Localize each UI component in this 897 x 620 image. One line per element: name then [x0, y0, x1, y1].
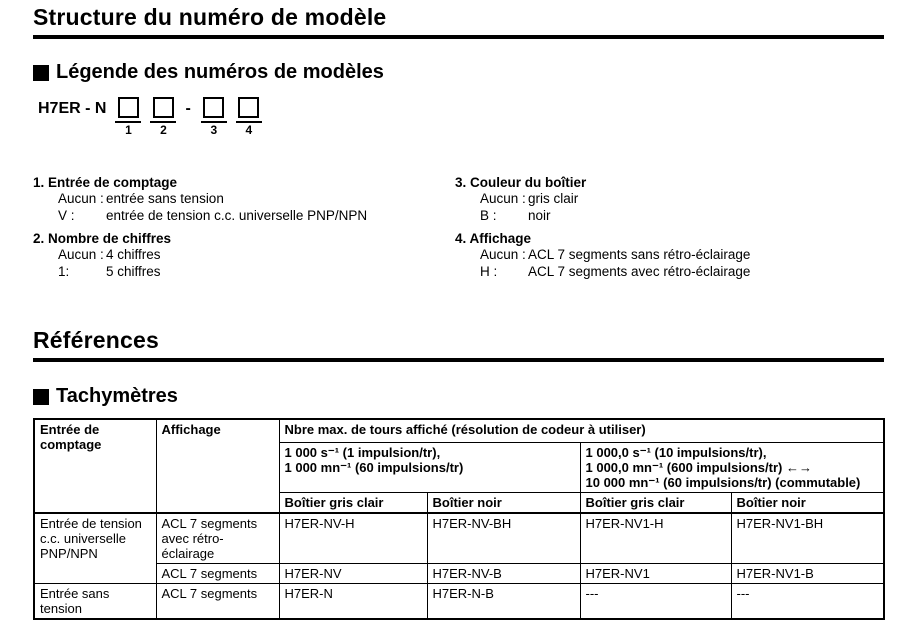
legend-entry-key: B : — [480, 207, 497, 223]
tachymeters-table — [33, 418, 885, 620]
section-heading-legende — [33, 61, 884, 84]
cell-model: H7ER-NV — [279, 564, 427, 584]
legend-item-label: Couleur du boîtier — [470, 175, 587, 190]
digit-box-icon — [203, 97, 224, 118]
speed-line: 1 000,0 mn⁻¹ (600 impulsions/tr) ←→ — [585, 459, 812, 475]
cell-model: H7ER-NV-H — [279, 513, 427, 564]
legend-item-title — [455, 174, 884, 191]
header-nbre-max-tours: Nbre max. de tours affiché (résolution de codeur à utiliser) — [279, 419, 884, 442]
square-bullet-icon — [33, 389, 49, 405]
model-number-diagram — [38, 97, 884, 147]
legend-entry-key: Aucun : — [58, 191, 104, 206]
legend-entry — [58, 208, 455, 225]
header-entree-de-comptage: Entrée de comptage — [34, 419, 156, 513]
legend-column-left — [33, 174, 455, 286]
cell-model: H7ER-NV1-BH — [731, 513, 884, 564]
digit-box-number: 2 — [160, 123, 167, 137]
legend-item-number: 2. — [33, 231, 45, 246]
legend-entry-value: 4 chiffres — [106, 247, 161, 262]
digit-box-icon — [238, 97, 259, 118]
legend-item-number: 4. — [455, 231, 467, 246]
model-digit-box-4 — [236, 97, 262, 137]
legend-list — [33, 174, 884, 286]
legend-column-right — [455, 174, 884, 286]
legend-entry — [58, 247, 455, 264]
cell-affichage: ACL 7 segments — [156, 584, 279, 620]
legend-entry-key: H : — [480, 263, 498, 279]
cell-model: H7ER-NV1 — [580, 564, 731, 584]
cell-model: H7ER-NV1-H — [580, 513, 731, 564]
square-bullet-icon — [33, 65, 49, 81]
legend-item-title — [33, 230, 455, 247]
legend-entry-value: noir — [528, 207, 551, 223]
references-section — [33, 327, 884, 362]
legend-entry-value: entrée sans tension — [106, 191, 224, 206]
table-row — [34, 584, 884, 620]
legend-entry — [480, 191, 884, 208]
header-boitier-gris-clair-2: Boîtier gris clair — [580, 492, 731, 513]
legend-entry-key: 1: — [58, 263, 70, 279]
speed-line: 1 000,0 s⁻¹ (10 impulsions/tr), — [585, 444, 767, 460]
section-heading-legende-label: Légende des numéros de modèles — [56, 61, 384, 83]
model-separator: - — [185, 100, 191, 117]
digit-box-number: 3 — [210, 123, 218, 137]
section-heading-tachymetres — [33, 385, 884, 408]
speed-line: 1 000 mn⁻¹ (60 impulsions/tr) — [284, 459, 464, 475]
references-title: Références — [33, 327, 160, 353]
title-rule — [33, 35, 884, 39]
legend-item-4 — [455, 230, 884, 280]
legend-entry — [58, 264, 455, 281]
legend-item-title — [33, 174, 455, 191]
legend-item-entries — [480, 247, 884, 280]
model-digit-box-2 — [150, 97, 176, 137]
references-rule — [33, 358, 884, 362]
legend-item-label: Entrée de comptage — [48, 175, 178, 190]
speed-line: 1 000 s⁻¹ (1 impulsion/tr), — [284, 444, 441, 460]
digit-box-icon — [118, 97, 139, 118]
table-row — [34, 513, 884, 564]
cell-affichage: ACL 7 segments avec rétro-éclairage — [156, 513, 279, 564]
header-boitier-noir-1: Boîtier noir — [427, 492, 580, 513]
legend-entry — [58, 191, 455, 208]
model-digit-box-1 — [115, 97, 141, 137]
legend-item-1 — [33, 174, 455, 224]
legend-entry-value: ACL 7 segments avec rétro-éclairage — [528, 263, 751, 279]
cell-model: --- — [580, 584, 731, 620]
legend-entry-value: gris clair — [528, 191, 579, 206]
digit-box-number: 4 — [245, 123, 253, 137]
legend-item-3 — [455, 174, 884, 224]
legend-entry-key: V : — [58, 207, 75, 223]
legend-entry-key: Aucun : — [58, 247, 104, 262]
legend-item-label: Affichage — [469, 231, 532, 246]
legend-item-label: Nombre de chiffres — [48, 231, 172, 246]
cell-model: --- — [731, 584, 884, 620]
legend-entry — [480, 208, 884, 225]
header-speed-group-1 — [279, 442, 580, 492]
cell-model: H7ER-NV-B — [427, 564, 580, 584]
legend-entry-value: 5 chiffres — [106, 263, 161, 279]
cell-model: H7ER-N — [279, 584, 427, 620]
cell-affichage: ACL 7 segments — [156, 564, 279, 584]
legend-item-number: 1. — [33, 175, 45, 190]
digit-box-icon — [153, 97, 174, 118]
legend-item-2 — [33, 230, 455, 280]
header-boitier-noir-2: Boîtier noir — [731, 492, 884, 513]
legend-entry-key: Aucun : — [480, 247, 526, 262]
table-row — [34, 564, 884, 584]
header-speed-group-2 — [580, 442, 884, 492]
model-digit-box-3 — [201, 97, 227, 137]
legend-item-title — [455, 230, 884, 247]
legend-entry — [480, 264, 884, 281]
page-title: Structure du numéro de modèle — [33, 4, 387, 30]
legend-entry — [480, 247, 884, 264]
section-heading-tachymetres-label: Tachymètres — [56, 385, 178, 407]
cell-entree: Entrée sans tension — [34, 584, 156, 620]
legend-entry-key: Aucun : — [480, 191, 526, 206]
cell-entree: Entrée de tension c.c. universelle PNP/NPN — [34, 513, 156, 584]
speed-line: 10 000 mn⁻¹ (60 impulsions/tr) (commutable) — [585, 474, 861, 490]
legend-entry-value: ACL 7 segments sans rétro-éclairage — [528, 247, 751, 262]
legend-item-number: 3. — [455, 175, 467, 190]
header-affichage: Affichage — [156, 419, 279, 513]
cell-model: H7ER-NV-BH — [427, 513, 580, 564]
model-prefix: H7ER - N — [38, 100, 107, 117]
legend-item-entries — [58, 247, 455, 280]
cell-model: H7ER-NV1-B — [731, 564, 884, 584]
digit-box-number: 1 — [125, 123, 132, 137]
cell-model: H7ER-N-B — [427, 584, 580, 620]
legend-item-entries — [480, 191, 884, 224]
legend-item-entries — [58, 191, 455, 224]
header-boitier-gris-clair-1: Boîtier gris clair — [279, 492, 427, 513]
legend-entry-value: entrée de tension c.c. universelle PNP/NPN — [106, 207, 368, 223]
document-page — [33, 0, 884, 620]
